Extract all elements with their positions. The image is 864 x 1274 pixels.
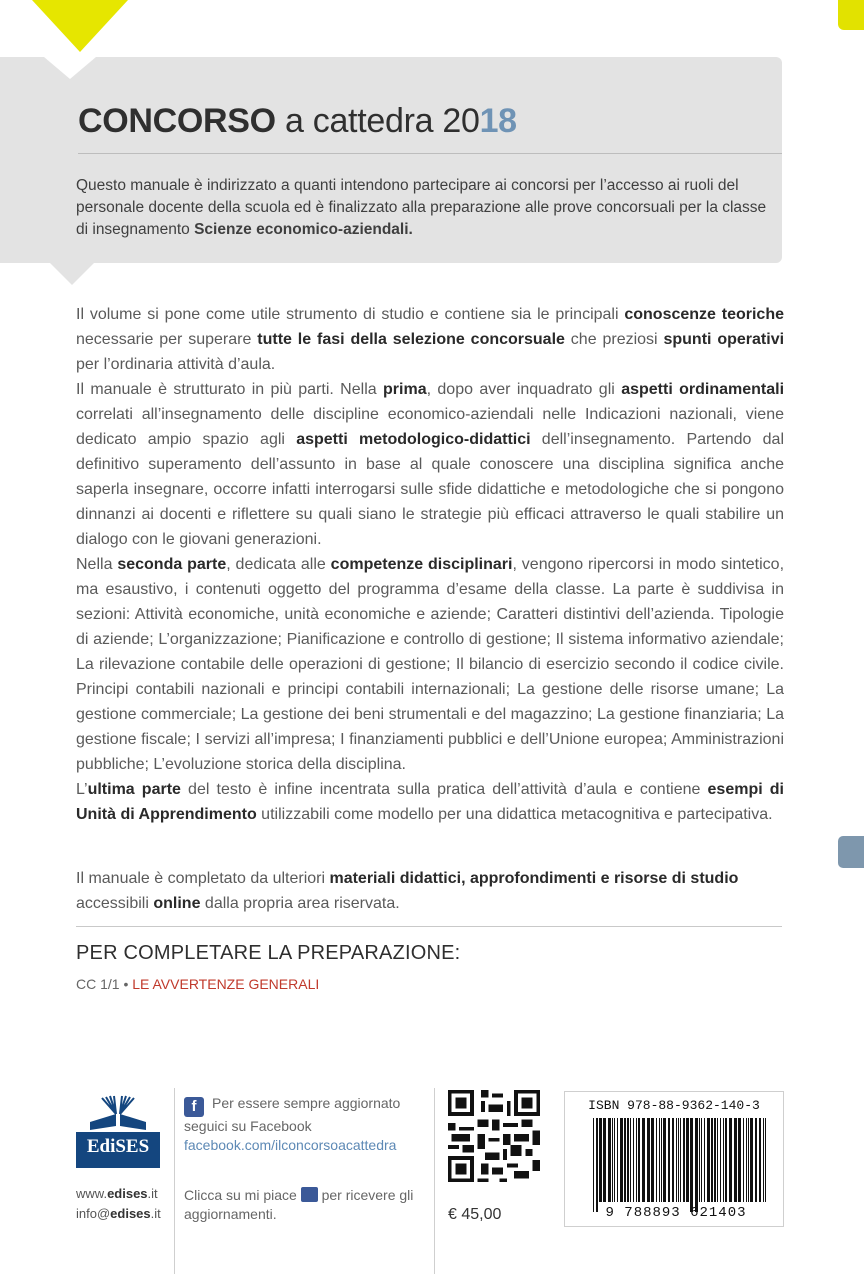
barcode-bar [661,1118,662,1202]
barcode-bar [707,1118,710,1202]
barcode-bar [642,1118,645,1202]
footer-divider [174,1088,175,1274]
barcode-bar [612,1118,613,1202]
barcode-bar [748,1118,749,1202]
title-divider [78,153,782,154]
paragraph-volume: Il volume si pone come utile strumento di studio e contiene sia le principali conoscenze teoriche necessarie per superare tutte le fasi della selezione concorsuale che preziosi spunti operativi per l’ordinaria attività d’aula. [76,306,785,373]
barcode-bar [750,1118,753,1202]
barcode-bar [690,1118,693,1212]
barcode-bar [729,1118,732,1202]
barcode-bar [704,1118,705,1202]
yellow-corner-triangle [32,0,128,52]
barcode-bar [656,1118,657,1202]
barcode-bar [672,1118,674,1202]
related-item-title[interactable]: LE AVVERTENZE GENERALI [132,976,320,992]
barcode-bar [627,1118,629,1202]
barcode-bar [680,1118,681,1202]
barcode-bar [746,1118,747,1202]
header-pointer [50,263,94,285]
barcode-bar [596,1118,598,1212]
ean-digits: 9 788893 621403 [605,1205,747,1221]
paragraph-prima-parte: Il manuale è strutturato in più parti. Nella prima, dopo aver inquadrato gli aspetti ordinamentali correlati all’insegnamento delle discipline economico-aziendali nelle Indicazioni nazionali, viene dedicato ampio spazio agli aspetti metodologico-didattici dell’insegnamento. Partendo dal definitivo superamento dell’assunto in base al quale conoscere una disciplina significa anche saperla insegnare, occorre infatti interrogarsi sulle sfide didattiche e metodologiche che si pongono dinnanzi ai docenti e riflettere su quali siano le strategie più efficaci attraverso le quali stabilire un dialogo con le giovani generazioni. [76,381,785,548]
barcode-bar [617,1118,618,1202]
blue-edge-tab [838,836,864,868]
paragraph-ultima-parte: L’ultima parte del testo è infine incentrata sulla pratica dell’attività d’aula e contiene esempi di Unità di Apprendimento utilizzabili come modello per una didattica metacognitiva e partecipativa. [76,781,784,823]
facebook-page-link[interactable]: facebook.com/ilconcorsoacattedra [184,1137,397,1153]
isbn-number: ISBN 978-88-9362-140-3 [588,1098,760,1113]
facebook-icon[interactable]: f [184,1097,204,1117]
publisher-logo [76,1092,160,1168]
barcode-bar [593,1118,594,1212]
barcode-bar [734,1118,737,1202]
barcode-bar [765,1118,766,1202]
barcode-bar [711,1118,713,1202]
open-book-icon [76,1092,160,1132]
barcode-bar [720,1118,721,1202]
barcode-bar [668,1118,670,1202]
header-notch [44,57,96,79]
like-instructions: Clicca su mi piace per ricevere gli aggiornamenti. [184,1187,414,1222]
barcode-bar [599,1118,602,1202]
page-title: CONCORSO a cattedra 2018 [78,102,517,140]
barcode-bar [663,1118,666,1202]
related-item[interactable]: CC 1/1 • LE AVVERTENZE GENERALI [76,976,320,992]
email-link[interactable]: info@edises.it [76,1206,161,1221]
barcode-bar [638,1118,640,1202]
barcode-bar [624,1118,626,1202]
barcode-bar [723,1118,724,1202]
barcode-bar [630,1118,631,1202]
barcode-bar [714,1118,716,1202]
barcode-bar [755,1118,757,1202]
paragraph-materiali-online: Il manuale è completato da ulteriori materiali didattici, approfondimenti e risorse di studio accessibili online dalla propria area riservata. [76,870,739,912]
barcode-bar [614,1118,615,1202]
barcode-bar [651,1118,654,1202]
barcode-bar [647,1118,650,1202]
barcode-bar [686,1118,689,1202]
barcode-bar [725,1118,727,1202]
thumbs-up-icon [301,1187,318,1202]
barcode-bar [620,1118,623,1202]
publisher-name: EdiSES [86,1136,150,1157]
barcode-bar [633,1118,634,1202]
facebook-promo: f Per essere sempre aggiornato seguici su Facebook facebook.com/ilconcorsoacattedra [184,1094,424,1155]
barcode-bar [695,1118,698,1212]
barcode-bar [701,1118,702,1202]
description-body [76,302,784,827]
barcode-bar [659,1118,660,1202]
qr-code[interactable] [448,1090,540,1182]
barcode-bar [759,1118,761,1202]
barcode-bar [699,1118,700,1202]
paragraph-seconda-parte: Nella seconda parte, dedicata alle competenze disciplinari, vengono ripercorsi in modo sintetico, ma esaustivo, i contenuti oggetto del programma d’esame della classe. La parte è suddivisa in sezioni: Attività economiche, unità economiche e aziende; Caratteri distintivi dell’azienda. Tipologie di aziende; L’organizzazione; Pianificazione e controllo di gestione; Il sistema informativo aziendale; La rilevazione contabile delle operazioni di gestione; Il bilancio di esercizio secondo il codice civile. Principi contabili nazionali e principi contabili internazionali; La gestione delle risorse umane; La gestione commerciale; La gestione dei beni strumentali e del magazzino; La gestione finanziaria; La gestione fiscale; I servizi all’impresa; I finanziamenti pubblici e dell’Unione europea; Amministrazioni pubbliche; L’evoluzione storica della disciplina. [76,556,785,773]
barcode [591,1118,769,1212]
barcode-bar [683,1118,685,1202]
barcode-bar [678,1118,679,1202]
barcode-bar [603,1118,606,1202]
book-price: € 45,00 [448,1206,502,1223]
yellow-edge-tab [838,0,864,30]
section-divider [76,926,782,927]
intro-paragraph: Questo manuale è indirizzato a quanti intendono partecipare ai concorsi per l’accesso ai ruoli del personale docente della scuola ed è finalizzato alla preparazione alle prove concorsuali per la classe di insegnamento Scienze economico-aziendali. [76,177,767,238]
publisher-contacts [76,1184,161,1224]
footer-divider [434,1088,435,1274]
related-heading: PER COMPLETARE LA PREPARAZIONE: [76,942,461,964]
barcode-bar [717,1118,718,1202]
barcode-bar [636,1118,637,1202]
barcode-bar [676,1118,677,1202]
barcode-bar [738,1118,741,1202]
website-link[interactable]: www.edises.it [76,1186,158,1201]
barcode-bar [743,1118,744,1202]
barcode-bar [763,1118,764,1202]
barcode-bar [608,1118,611,1202]
isbn-barcode-panel [564,1091,784,1227]
